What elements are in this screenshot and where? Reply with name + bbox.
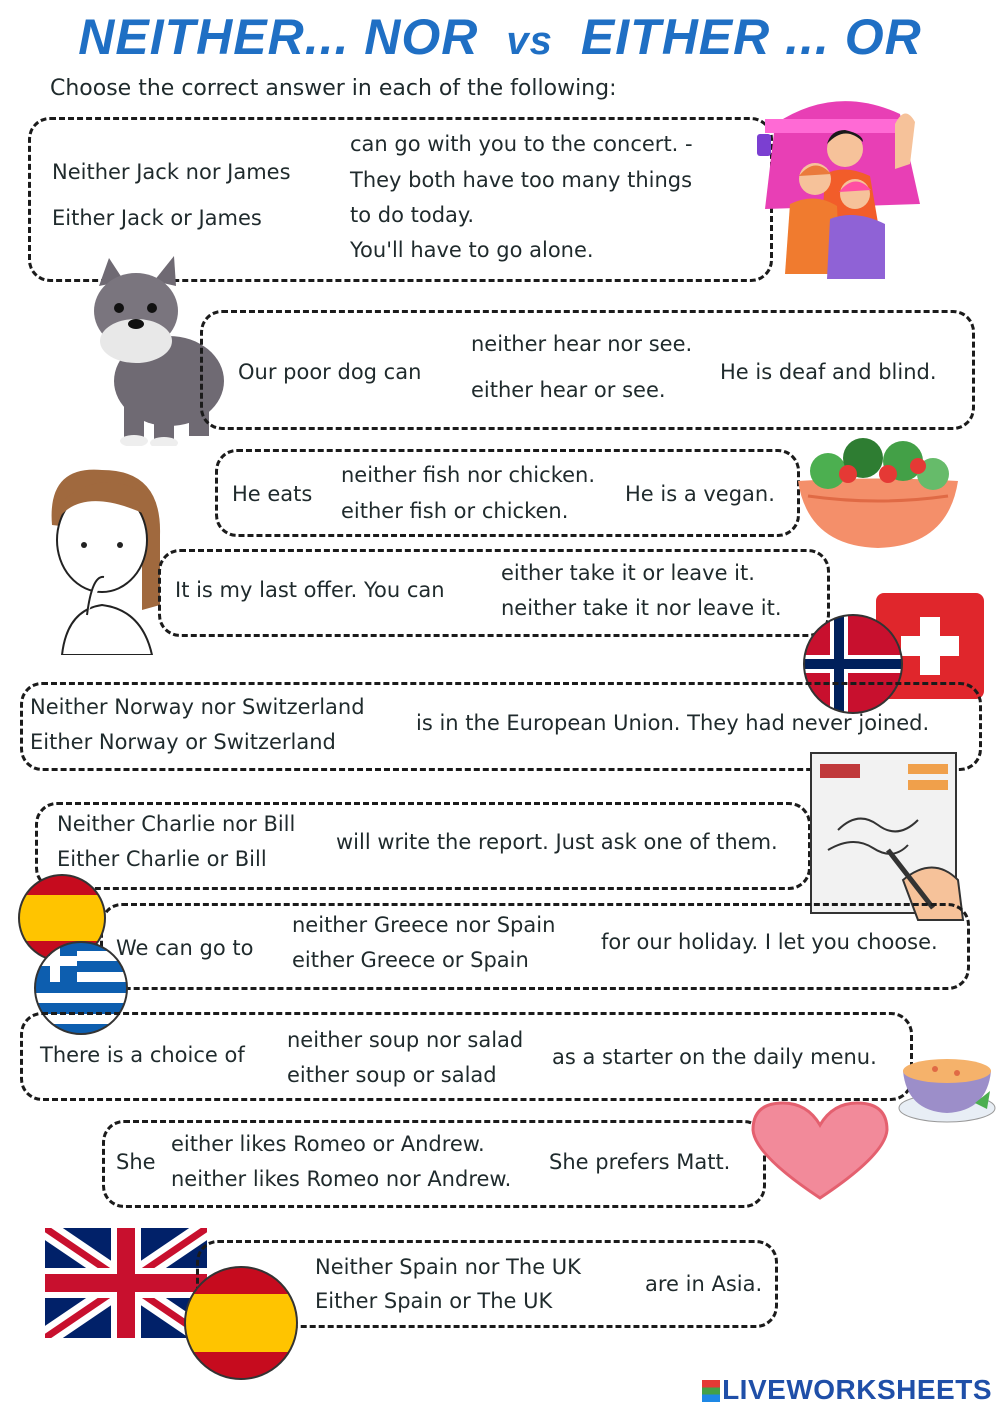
q1-text-line1: can go with you to the concert. - <box>350 132 693 156</box>
q1-option-2[interactable]: Either Jack or James <box>52 206 262 230</box>
q6-suffix: will write the report. Just ask one of them. <box>336 830 778 854</box>
q7-option-2[interactable]: either Greece or Spain <box>292 948 529 972</box>
logo-text: LIVEWORKSHEETS <box>722 1374 992 1405</box>
worksheet-title <box>0 8 1000 66</box>
q1-text-line4: You'll have to go alone. <box>350 238 594 262</box>
q1-option-1[interactable]: Neither Jack nor James <box>52 160 291 184</box>
q2-prefix: Our poor dog can <box>238 360 422 384</box>
thinking-woman-illustration <box>42 465 172 655</box>
q3-suffix: He is a vegan. <box>625 482 775 506</box>
q10-option-2[interactable]: Either Spain or The UK <box>315 1289 553 1313</box>
q9-prefix: She <box>116 1150 156 1174</box>
q8-prefix: There is a choice of <box>40 1043 245 1067</box>
q9-option-2[interactable]: neither likes Romeo nor Andrew. <box>171 1167 512 1191</box>
q8-suffix: as a starter on the daily menu. <box>552 1045 877 1069</box>
q7-suffix: for our holiday. I let you choose. <box>601 930 938 954</box>
q5-suffix: is in the European Union. They had never joined. <box>416 711 930 735</box>
heart-icon <box>745 1100 895 1200</box>
q6-option-1[interactable]: Neither Charlie nor Bill <box>57 812 296 836</box>
q4-prefix: It is my last offer. You can <box>175 578 445 602</box>
q4-option-1[interactable]: either take it or leave it. <box>501 561 755 585</box>
q3-option-2[interactable]: either fish or chicken. <box>341 499 569 523</box>
title-part2: EITHER ... OR <box>580 9 922 65</box>
q8-option-1[interactable]: neither soup nor salad <box>287 1028 524 1052</box>
liveworksheets-logo[interactable] <box>702 1374 992 1406</box>
concert-friends-illustration <box>735 84 935 284</box>
q9-suffix: She prefers Matt. <box>549 1150 731 1174</box>
q7-option-1[interactable]: neither Greece nor Spain <box>292 913 556 937</box>
q9-option-1[interactable]: either likes Romeo or Andrew. <box>171 1132 485 1156</box>
title-vs: vs <box>506 19 553 63</box>
instructions: Choose the correct answer in each of the following: <box>50 76 617 101</box>
q1-text-line2: They both have too many things <box>350 168 693 192</box>
q7-prefix: We can go to <box>116 936 254 960</box>
q2-option-2[interactable]: either hear or see. <box>471 378 666 402</box>
q10-option-1[interactable]: Neither Spain nor The UK <box>315 1255 581 1279</box>
q5-option-1[interactable]: Neither Norway nor Switzerland <box>30 695 365 719</box>
q1-text-line3: to do today. <box>350 203 475 227</box>
report-writing-illustration <box>808 750 968 926</box>
q6-option-2[interactable]: Either Charlie or Bill <box>57 847 267 871</box>
q3-prefix: He eats <box>232 482 313 506</box>
q3-option-1[interactable]: neither fish nor chicken. <box>341 463 596 487</box>
title-part1: NEITHER... NOR <box>78 9 479 65</box>
q2-suffix: He is deaf and blind. <box>720 360 937 384</box>
q2-option-1[interactable]: neither hear nor see. <box>471 332 693 356</box>
q8-option-2[interactable]: either soup or salad <box>287 1063 497 1087</box>
salad-bowl-illustration <box>788 436 968 554</box>
logo-mark-icon <box>702 1380 720 1402</box>
soup-bowl-illustration <box>895 1043 998 1125</box>
q5-option-2[interactable]: Either Norway or Switzerland <box>30 730 336 754</box>
q4-option-2[interactable]: neither take it nor leave it. <box>501 596 782 620</box>
spain-flag-icon-2 <box>183 1265 299 1381</box>
q10-suffix: are in Asia. <box>645 1272 763 1296</box>
